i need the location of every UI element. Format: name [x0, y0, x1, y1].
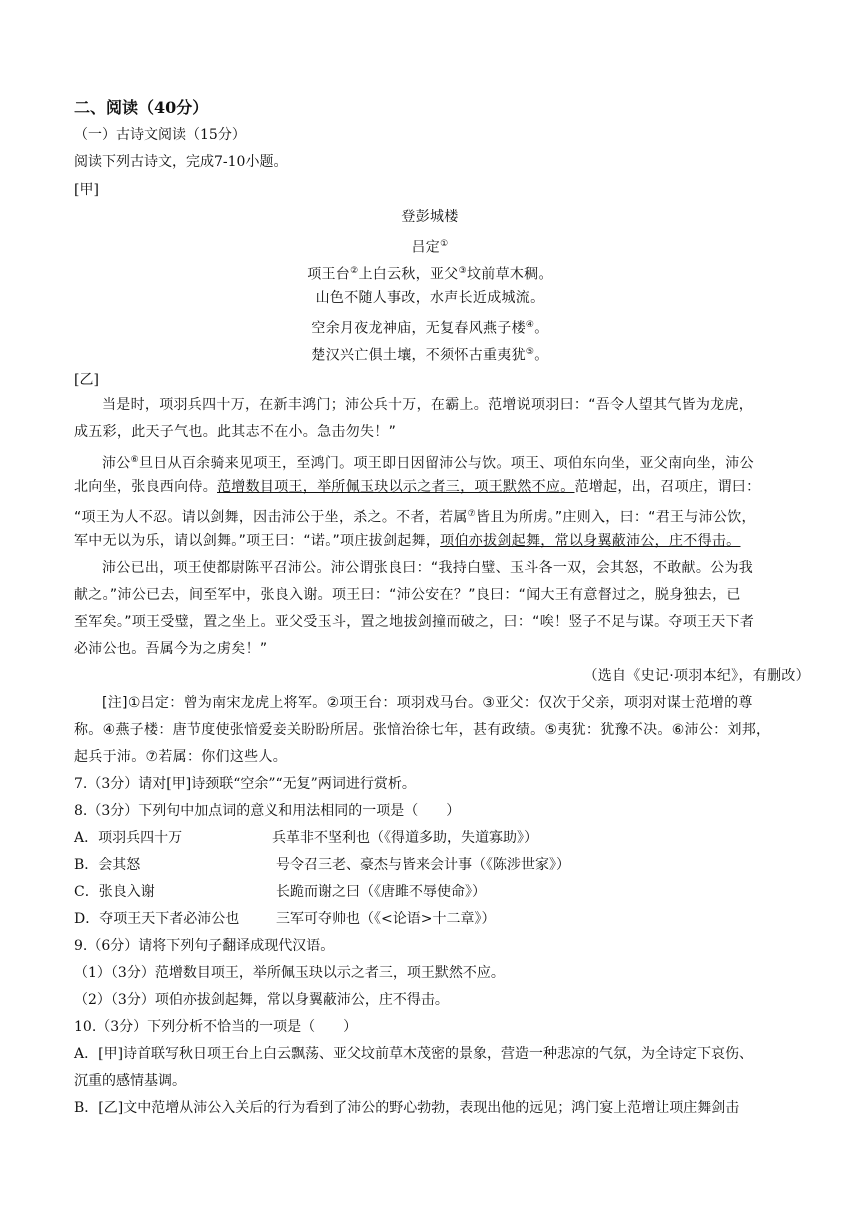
prose-p1-line1: 当是时，项羽兵四十万，在新丰鸿门；沛公兵十万，在霸上。范增说项羽曰：“吾令人望其气皆为龙虎，	[102, 397, 754, 413]
q10-option-a-line2: 沉重的感情基调。	[74, 1073, 186, 1089]
prose-p1-line2: 成五彩，此天子气也。此其志不在小。急击勿失！”	[74, 424, 397, 440]
poem-text: 空余月夜龙神庙，无复春风燕子楼	[311, 320, 526, 337]
poem-line-2: 山色不随人事改，水声长近成城流。	[315, 290, 545, 306]
footnote-mark: ④	[525, 320, 535, 330]
poem-text: 坟前草木稠。	[466, 266, 553, 283]
underlined-sentence: 范增数目项王，举所佩玉玦以示之者三，项王默然不应。	[217, 479, 575, 495]
footnote-mark: ⑤	[525, 347, 535, 357]
prose-text: 范增起，出，召项庄，谓曰：	[574, 479, 761, 495]
q9-sentence-1: （1）（3分）范增数目项王，举所佩玉玦以示之者三，项王默然不应。	[74, 965, 505, 981]
q8-option-c-ref: 长跪而谢之曰（《唐雎不辱使命》）	[276, 884, 486, 900]
footnote-mark: ②	[350, 266, 359, 276]
prose-text: 北向坐，张良西向侍。	[74, 479, 217, 495]
prose-p2-line3	[74, 504, 756, 528]
source-citation: （选自《史记·项羽本纪》，有删改）	[583, 668, 810, 684]
prose-text: 旦日从百余骑来见项王，至鸿门。项王即日因留沛公与饮。项王、项伯东向坐，亚父南向坐，沛公	[138, 455, 754, 472]
q8-option-a-ref: 兵革非不坚利也（《得道多助，失道寡助》）	[272, 830, 538, 846]
footnote-mark: ①	[440, 239, 449, 249]
author-name: 吕定	[411, 239, 441, 256]
footnote-mark: ③	[458, 266, 467, 276]
poem-line-1	[0, 261, 860, 285]
q8-option-d-ref: 三军可夺帅也（《<论语>十二章》）	[276, 911, 496, 927]
prose-text: 军中无以为乐，请以剑舞。”项王曰：“诺。”项庄拔剑起舞，	[74, 533, 441, 549]
prose-text: “项王为人不忍。请以剑舞，因击沛公于坐，杀之。不者，若属	[74, 509, 468, 526]
question-7: 7.（3分）请对[甲]诗颈联“空余”“无复”两词进行赏析。	[74, 776, 416, 792]
q8-option-b-ref: 号令召三老、豪杰与皆来会计事（《陈涉世家》）	[276, 857, 570, 873]
section-title: 二、阅读（40分）	[74, 98, 209, 117]
poem-line-3	[0, 315, 860, 339]
q8-option-b: B．会其怒	[74, 857, 141, 873]
prose-p3-line1: 沛公已出，项王使都尉陈平召沛公。沛公谓张良曰：“我持白璧、玉斗各一双，会其怒，不敢献。公为我	[102, 560, 754, 576]
question-10-stem: 10.（3分）下列分析不恰当的一项是（ ）	[74, 1019, 358, 1035]
prose-p3-line3: 至军矣。”项王受璧，置之坐上。亚父受玉斗，置之地拔剑撞而破之，曰：“唉！竖子不足与谋。夺项王天下者	[74, 614, 755, 630]
underlined-sentence: 项伯亦拔剑起舞，常以身翼蔽沛公，庄不得击。	[440, 533, 741, 549]
prose-p2-line2	[74, 477, 760, 497]
prose-p3-line2: 献之。”沛公已去，间至军中，张良入谢。项王曰：“沛公安在？”良曰：“闻大王有意督过之，脱身独去，已	[74, 587, 741, 603]
q9-sentence-2: （2）（3分）项伯亦拔剑起舞，常以身翼蔽沛公，庄不得击。	[74, 992, 449, 1008]
poem-text: 项王台	[307, 266, 351, 283]
q8-option-a	[74, 828, 182, 848]
footnote-mark: ⑦	[467, 509, 477, 519]
poem-text: 。	[534, 320, 549, 337]
instruction: 阅读下列古诗文，完成7-10小题。	[74, 154, 288, 170]
question-9-stem: 9.（6分）请将下列句子翻译成现代汉语。	[74, 938, 335, 954]
poem-text: 。	[534, 347, 549, 364]
poem-text: 楚汉兴亡俱土壤，不须怀古重夷犹	[311, 347, 526, 364]
prose-text: 皆且为所虏。”庄则入，曰：“君王与沛公饮，	[476, 509, 756, 526]
option-left: A．项羽兵四十万	[74, 830, 183, 846]
q8-option-c: C．张良入谢	[74, 884, 155, 900]
q10-option-b-line1: B．[乙]文中范增从沛公入关后的行为看到了沛公的野心勃勃，表现出他的远见；鸿门宴上范增让项庄舞剑击	[74, 1100, 740, 1116]
note-line-2: 称。④燕子楼：唐节度使张愔爱妾关盼盼所居。张愔治徐七年，甚有政绩。⑤夷犹：犹豫不决。⑥沛公：刘邦，	[74, 722, 771, 738]
poem-title: 登彭城楼	[401, 209, 459, 225]
poem-text: 上白云秋，亚父	[358, 266, 459, 283]
note-line-1: [注]①吕定：曾为南宋龙虎上将军。②项王台：项羽戏马台。③亚父：仅次于父亲，项羽对谋士范增的尊	[102, 695, 753, 711]
poem-author	[0, 234, 860, 258]
q10-option-a-line1: A．[甲]诗首联写秋日项王台上白云飘荡、亚父坟前草木茂密的景象，营造一种悲凉的气氛，为全诗定下哀伤、	[74, 1046, 754, 1062]
subsection-title: （一）古诗文阅读（15分）	[74, 127, 246, 143]
yi-label: [乙]	[74, 372, 99, 388]
prose-p3-line4: 必沛公也。吾属今为之虏矣！”	[74, 641, 268, 657]
question-8-stem: 8.（3分）下列句中加点词的意义和用法相同的一项是（ ）	[74, 803, 461, 819]
prose-p2-line1	[102, 450, 754, 474]
poem-line-4	[0, 342, 860, 366]
jia-label: [甲]	[74, 182, 99, 198]
prose-text: 沛公	[102, 455, 131, 472]
prose-p2-line4	[74, 531, 740, 551]
q8-option-d: D．夺项王天下者必沛公也	[74, 911, 240, 927]
note-line-3: 起兵于沛。⑦若属：你们这些人。	[74, 749, 288, 765]
footnote-mark: ⑥	[130, 455, 139, 465]
